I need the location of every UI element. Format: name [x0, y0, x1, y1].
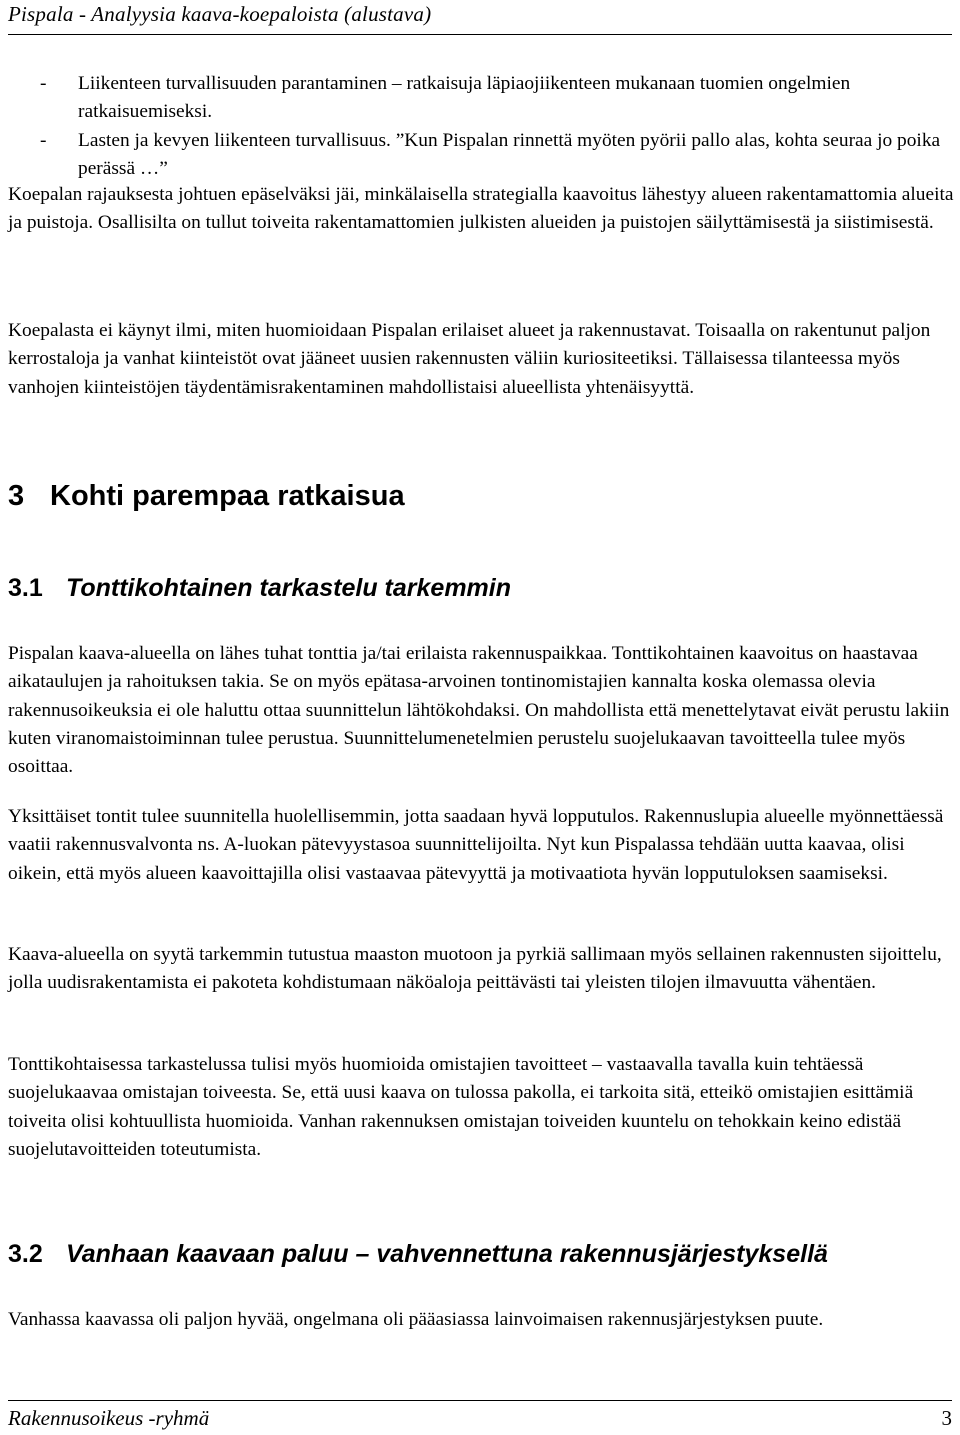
- footer-group-name: Rakennusoikeus -ryhmä: [8, 1406, 210, 1430]
- paragraph: Pispalan kaava-alueella on lähes tuhat tonttia ja/tai erilaista rakennuspaikkaa. Tonttikohtainen kaavoitus on haastavaa aikataulujen ja rahoituksen takia. Se on myös epätasa-arvoinen tontinomistajien kannalta koska olemassa olevia rakennusoikeuksia ei ole haluttu ottaa suunnittelun lähtökohdaksi. On mahdollista että menettelytavat eivät perustu lakiin kuten viranomaistoiminnan tulee perustua. Suunnittelumenetelmien perustelu suojelukaavan tavoitteella tulee myös osoittaa.: [8, 643, 950, 778]
- bullet-dash: -: [40, 73, 47, 94]
- paragraph: Yksittäiset tontit tulee suunnitella huolellisemmin, jotta saadaan hyvä lopputulos. Rakennuslupia alueelle myönnettäessä vaatii rakennusvalvonta ns. A-luokan pätevyystasoa suunnittelijoilta. Nyt kun Pispalassa tehdään uutta kaavaa, olisi oikein, että myös alueen kaavoittajilla olisi vastaavaa pätevyyttä ja motivaatiota hyvän lopputuloksen saamiseksi.: [8, 806, 944, 884]
- bullet-text: Liikenteen turvallisuuden parantaminen – ratkaisuja läpiaojiikenteen mukanaan tuomien ongelmien ratkaisuemiseksi.: [78, 73, 851, 123]
- bullet-item: [8, 70, 956, 127]
- paragraph: Kaava-alueella on syytä tarkemmin tutustua maaston muotoon ja pyrkiä sallimaan myös sellainen rakennusten sijoittelu, jolla uudisrakentamista ei pakoteta kohdistumaan näköaloja peittävästi tai yleisten tilojen ilmavuutta vähentäen.: [8, 944, 942, 994]
- section-title: Kohti parempaa ratkaisua: [50, 480, 405, 512]
- page-number: 3: [941, 1406, 952, 1430]
- page-footer: [8, 1400, 952, 1433]
- subsection-heading-3-1: [8, 574, 511, 603]
- document-title: Pispala - Analyysia kaava-koepaloista (alustava): [8, 2, 432, 26]
- paragraph: Tonttikohtaisessa tarkastelussa tulisi myös huomioida omistajien tavoitteet – vastaavalla tavalla kuin tehtäessä suojelukaavaa omistajan toiveesta. Se, että uusi kaava on tulossa pakolla, ei tarkoita sitä, etteikö omistajien esittämiä toiveita olisi kohtuullista huomioida. Vanhan rakennuksen omistajan toiveiden kuuntelu on tehokkain keino edistää suojelutavoitteiden toteutumista.: [8, 1054, 914, 1160]
- page-header: [8, 0, 952, 35]
- paragraph: Koepalasta ei käynyt ilmi, miten huomioidaan Pispalan erilaiset alueet ja rakennustavat. Toisaalla on rakentunut paljon kerrostaloja ja vanhat kiinteistöt ovat jääneet uusien rakennusten väliin kuriositeetiksi. Tällaisessa tilanteessa myös vanhojen kiinteistöjen täydentämisrakentaminen mahdollistaisi alueellista yhtenäisyyttä.: [8, 320, 931, 398]
- paragraph: Koepalan rajauksesta johtuen epäselväksi jäi, minkälaisella strategialla kaavoitus lähestyy alueen rakentamattomia alueita ja puistoja. Osallisilta on tullut toiveita rakentamattomien julkisten alueiden ja puistojen säilyttämisestä ja siistimisestä.: [8, 184, 954, 234]
- section-number: 3.1: [8, 574, 43, 602]
- paragraph: Vanhassa kaavassa oli paljon hyvää, ongelmana oli pääasiassa lainvoimaisen rakennusjärjestyksen puute.: [8, 1309, 824, 1330]
- subsection-heading-3-2: [8, 1240, 828, 1269]
- section-title: Tonttikohtainen tarkastelu tarkemmin: [66, 574, 511, 602]
- section-number: 3.2: [8, 1240, 43, 1268]
- section-heading-3: [8, 480, 405, 513]
- bullet-item: [8, 127, 956, 184]
- section-title: Vanhaan kaavaan paluu – vahvennettuna rakennusjärjestyksellä: [66, 1240, 828, 1268]
- section-number: 3: [8, 480, 25, 512]
- bullet-dash: -: [40, 129, 47, 151]
- bullet-list: [8, 70, 956, 183]
- bullet-text: Lasten ja kevyen liikenteen turvallisuus. ”Kun Pispalan rinnettä myöten pyörii pallo alas, kohta seuraa jo poika perässä …”: [78, 129, 941, 179]
